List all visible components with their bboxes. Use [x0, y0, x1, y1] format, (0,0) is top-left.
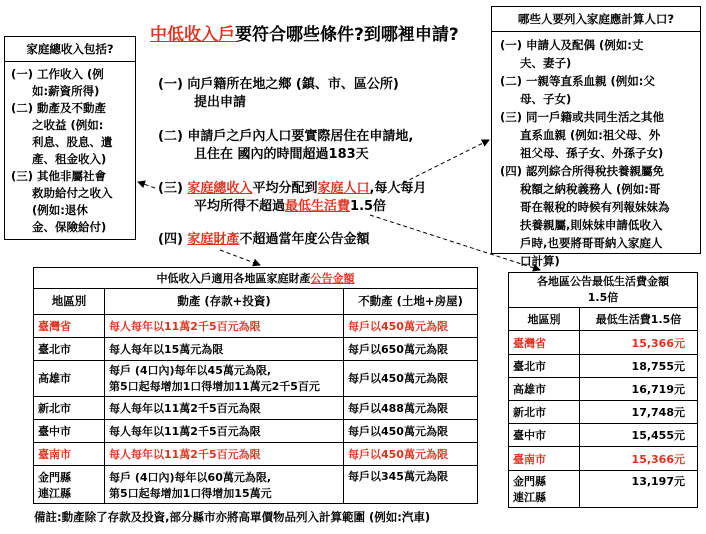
member-item-4: (四) 認列綜合所得稅扶養親屬免	[500, 164, 665, 178]
step-3-text2: ,每人每月	[369, 181, 427, 196]
member-item-2-cont: 母、子女)	[520, 92, 572, 106]
income-item-1: (一) 工作收入 (例	[11, 67, 104, 81]
title-rest: 要符合哪些條件?到哪裡申請?	[235, 25, 459, 45]
income-item-3-cont: 救助給付之收入	[32, 186, 113, 200]
header-immovable: 不動產 (土地+房屋)	[344, 289, 478, 314]
member-item-2: (二) 一親等直系血親 (例如:父	[500, 74, 655, 88]
step-3-population: 家庭人口	[317, 181, 370, 196]
step-3-text3: 平均所得不超過	[194, 199, 286, 214]
title-highlight: 中低收入戶	[150, 25, 235, 45]
asset-limit-table	[33, 267, 478, 504]
income-item-2-cont: 產、租金收入)	[32, 152, 107, 166]
income-item-2: (二) 動產及不動產	[11, 101, 107, 115]
member-item-4-cont: 哥在報稅的時候有列報妹妹為	[520, 200, 670, 214]
step-3-living-cost: 最低生活費	[285, 199, 351, 214]
step-2	[158, 128, 413, 164]
arrow-to-asset-table	[220, 250, 260, 265]
header-region: 地區別	[509, 308, 580, 331]
step-2-line2: 且住在 國內的時間超過183天	[194, 147, 369, 162]
living-table-caption: 各地區公告最低生活費金額 1.5倍	[509, 273, 698, 308]
member-item-1: (一) 申請人及配偶 (例如:丈	[500, 38, 644, 52]
table-row: 臺中市 每人每年以11萬2千5百元為限 每戶以450萬元為限	[34, 419, 478, 442]
table-row: 臺灣省 每人每年以11萬2千5百元為限 每戶以450萬元為限	[34, 314, 478, 337]
table-row: 新北市 每人每年以11萬2千5百元為限 每戶以488萬元為限	[34, 396, 478, 419]
household-income-header: 家庭總收入包括?	[5, 37, 135, 62]
living-cost-table	[508, 272, 698, 508]
member-item-1-cont: 夫、妻子)	[520, 56, 572, 70]
table-row: 高雄市 每戶 (4口內)每年以45萬元為限, 第5口起每增加1口得增加11萬元2千5百元 每戶以450萬元為限	[34, 361, 478, 396]
income-item-1-cont: 如:薪資所得)	[32, 84, 100, 98]
table-row: 臺中市 15,455元	[509, 424, 698, 447]
household-members-box	[491, 6, 701, 268]
member-item-3-cont: 直系血親 (例如:祖父母、外	[520, 128, 661, 142]
income-item-2-cont: 利息、股息、遺	[32, 135, 113, 149]
step-3-text: 平均分配到	[252, 181, 318, 196]
member-item-4-cont: 稅額之納稅義務人 (例如:哥	[520, 182, 661, 196]
table-row: 新北市 17,748元	[509, 401, 698, 424]
step-3-num: (三)	[158, 181, 188, 196]
header-movable: 動產 (存款+投資)	[105, 289, 344, 314]
table-row: 臺北市 18,755元	[509, 354, 698, 377]
step-1	[158, 76, 399, 112]
step-1-line1: (一) 向戶籍所在地之鄉 (鎮、市、區公所)	[158, 77, 399, 92]
income-item-3-cont: (例如:退休	[32, 203, 88, 217]
header-region: 地區別	[34, 289, 105, 314]
table-row: 金門縣 連江縣 每戶 (4口內)每年以60萬元為限, 第5口起每增加1口得增加15萬元 每戶以345萬元為限	[34, 466, 478, 504]
header-living-cost: 最低生活費1.5倍	[580, 308, 698, 331]
step-1-line2: 提出申請	[194, 95, 247, 110]
step-3-income: 家庭總收入	[187, 181, 253, 196]
table-row: 臺南市 15,366元	[509, 447, 698, 470]
footnote: 備註:動產除了存款及投資,部分縣市亦將高單價物品列入計算範圍 (例如:汽車)	[34, 510, 431, 524]
income-item-3-cont: 金、保險給付)	[32, 220, 107, 234]
living-cost-table-box	[508, 272, 698, 508]
step-4-text: 不超過當年度公告金額	[239, 232, 370, 247]
table-row: 臺南市 每人每年以11萬2千5百元為限 每戶以450萬元為限	[34, 443, 478, 466]
step-4	[158, 231, 369, 249]
step-2-line1: (二) 申請戶之戶內人口要實際居住在申請地,	[158, 129, 414, 144]
member-item-4-cont: 扶養親屬,則妹妹申請低收入	[520, 218, 663, 232]
member-item-3-cont: 祖父母、孫子女、外孫子女)	[520, 146, 664, 160]
asset-limit-table-box	[33, 267, 478, 504]
step-4-num: (四)	[158, 232, 188, 247]
step-4-property: 家庭財產	[187, 232, 240, 247]
arrow-to-left-box	[138, 182, 155, 188]
household-income-box	[4, 36, 136, 240]
table-row: 臺北市 每人每年以15萬元為限 每戶以650萬元為限	[34, 337, 478, 360]
step-3	[158, 180, 426, 216]
member-item-4-cont: 口計算)	[520, 254, 560, 268]
table-row: 臺灣省 15,366元	[509, 331, 698, 354]
member-item-3: (三) 同一戶籍或共同生活之其他	[500, 110, 665, 124]
income-item-3: (三) 其他非屬社會	[11, 169, 107, 183]
member-item-4-cont: 戶時,也要將哥哥納入家庭人	[520, 236, 663, 250]
income-item-2-cont: 之收益 (例如:	[32, 118, 104, 132]
step-3-ratio: 1.5倍	[350, 199, 387, 214]
asset-table-caption: 中低收入戶適用各地區家庭財產公告金額	[34, 268, 478, 289]
table-row: 高雄市 16,719元	[509, 377, 698, 400]
table-row: 金門縣 連江縣 13,197元	[509, 470, 698, 507]
household-members-header: 哪些人要列入家庭應計算人口?	[492, 7, 700, 32]
